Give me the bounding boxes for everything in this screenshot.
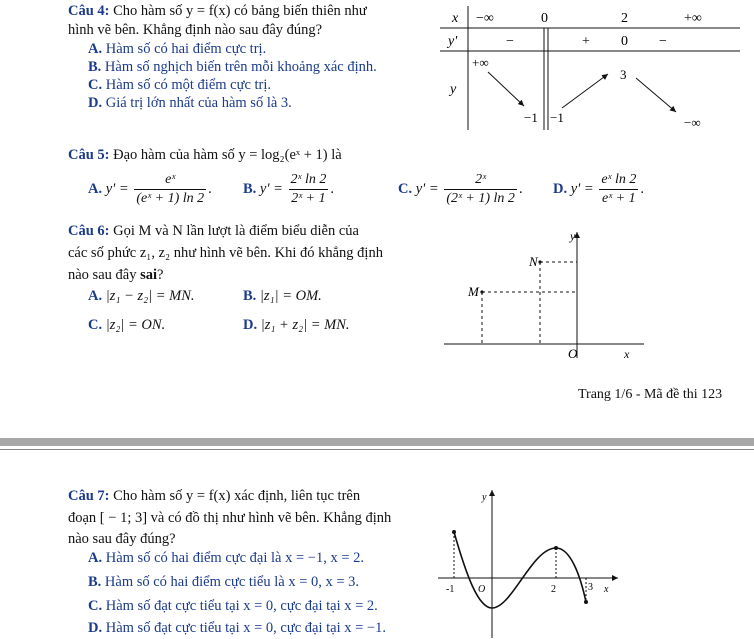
- q6-c-text: |z₂| = ON.: [105, 317, 166, 333]
- q5-c-letter: C.: [398, 180, 413, 197]
- q7-function-graph: [436, 484, 622, 638]
- q6-stem3-pre: nào sau đây: [68, 267, 141, 283]
- q4-variation-table: [440, 0, 754, 132]
- q4-option-c[interactable]: [88, 76, 271, 94]
- q4-line1: [68, 2, 367, 20]
- q5-d-lhs: y' =: [570, 180, 594, 197]
- q5-b-end: .: [330, 180, 334, 197]
- q5-b-lhs: y' =: [259, 180, 283, 197]
- page-separator: [0, 438, 754, 446]
- q7-origin-label: O: [478, 584, 486, 595]
- table-x-2: 2: [621, 11, 628, 26]
- q5-c-lhs: y' =: [415, 180, 439, 197]
- table-y-label: y: [450, 82, 457, 97]
- q5-d-den: eˣ + 1: [602, 191, 636, 206]
- q6-a-text: |z₁ − z₂| = MN.: [105, 288, 195, 304]
- q7-c-text: Hàm số đạt cực tiểu tại x = 0, cực đại tại x = 2.: [105, 598, 378, 614]
- table-x-label: x: [452, 11, 459, 26]
- q7-endpoint-left: [452, 530, 456, 534]
- q6-d-letter: D.: [243, 317, 258, 333]
- q5-option-a[interactable]: [88, 172, 212, 207]
- q4-a-text: Hàm số có hai điểm cực trị.: [105, 41, 267, 57]
- q4-d-letter: D.: [88, 95, 103, 111]
- q4-b-letter: B.: [88, 59, 102, 75]
- q6-complex-plane: [440, 226, 652, 366]
- q6-b-text: |z₁| = OM.: [259, 288, 322, 304]
- table-y-m1-right: −1: [550, 110, 564, 125]
- q7-d-text: Hàm số đạt cực tiểu tại x = 0, cực đại tại x = −1.: [105, 620, 386, 636]
- q5-d-frac: [599, 172, 638, 207]
- q4-option-d[interactable]: [88, 94, 292, 112]
- q6-n-label: N: [529, 254, 538, 269]
- q6-d-text: |z₁ + z₂| = MN.: [260, 317, 350, 333]
- q5-a-letter: A.: [88, 180, 103, 197]
- q5-stem: Đạo hàm của hàm số y = log₂(eˣ + 1) là: [113, 147, 342, 163]
- q4-stem1: Cho hàm số y = f(x) có bảng biến thiên như: [113, 3, 367, 19]
- q6-origin-label: O: [568, 346, 578, 361]
- q6-a-letter: A.: [88, 288, 103, 304]
- table-x-0: 0: [541, 11, 548, 26]
- q5-b-frac: [289, 172, 329, 207]
- q4-a-letter: A.: [88, 41, 103, 57]
- q7-endpoint-right: [584, 600, 588, 604]
- q7-a-letter: A.: [88, 550, 103, 566]
- q4-b-text: Hàm số nghịch biến trên mỗi khoảng xác định.: [104, 59, 377, 75]
- q6-b-letter: B.: [243, 288, 257, 304]
- q7-a-text: Hàm số có hai điểm cực đại là x = −1, x = 2.: [105, 550, 365, 566]
- q4-option-b[interactable]: [88, 58, 377, 76]
- q5-c-num: 2ˣ: [444, 172, 517, 190]
- q7-d-letter: D.: [88, 620, 103, 636]
- q5-b-num: 2ˣ ln 2: [289, 172, 329, 190]
- q5-b-letter: B.: [243, 180, 257, 197]
- q5-a-end: .: [208, 180, 212, 197]
- q5-a-den: (eˣ + 1) ln 2: [136, 191, 205, 206]
- q6-m-label: M: [468, 284, 479, 299]
- q7-stem3: nào sau đây đúng?: [68, 531, 176, 547]
- q7-b-text: Hàm số có hai điểm cực tiểu là x = 0, x = 3.: [104, 574, 360, 590]
- q7-stem2: đoạn [ − 1; 3] và có đồ thị như hình vẽ bên. Khẳng định: [68, 510, 392, 526]
- q5-option-d[interactable]: [553, 172, 644, 207]
- q7-x-label: x: [604, 584, 609, 595]
- q6-stem3-post: ?: [157, 267, 164, 283]
- q6-point-n: [538, 260, 541, 263]
- q7-tick-2: 2: [551, 584, 556, 595]
- q7-tick-3: 3: [588, 582, 593, 593]
- q7-head: Câu 7:: [68, 488, 110, 504]
- table-x-pos-inf: +∞: [684, 11, 702, 26]
- q7-option-a[interactable]: [88, 549, 364, 567]
- q6-line1: [68, 222, 359, 240]
- q7-y-label: y: [482, 492, 487, 503]
- table-sign-1: −: [506, 34, 514, 49]
- q4-c-letter: C.: [88, 77, 103, 93]
- q7-option-c[interactable]: [88, 597, 378, 615]
- table-x-neg-inf: −∞: [476, 11, 494, 26]
- table-yp-label: y': [448, 34, 458, 49]
- q4-d-text: Giá trị lớn nhất của hàm số là 3.: [105, 95, 292, 111]
- q7-tick-m1: -1: [446, 584, 455, 595]
- q7-c-letter: C.: [88, 598, 103, 614]
- page-separator-line: [0, 449, 754, 450]
- q7-curve: [454, 532, 586, 608]
- q6-head: Câu 6:: [68, 223, 110, 239]
- q7-option-b[interactable]: [88, 573, 359, 591]
- q5-d-end: .: [640, 180, 644, 197]
- table-sign-3: −: [659, 34, 667, 49]
- q6-option-d[interactable]: [243, 316, 350, 334]
- q5-d-num: eˣ ln 2: [599, 172, 638, 190]
- q6-option-b[interactable]: [243, 287, 322, 305]
- q4-option-a[interactable]: [88, 40, 266, 58]
- q4-head: Câu 4:: [68, 3, 110, 19]
- q5-line: [68, 146, 342, 164]
- q5-a-lhs: y' =: [105, 180, 129, 197]
- table-y-neg-inf: −∞: [684, 115, 701, 130]
- q5-a-frac: [134, 172, 206, 207]
- q5-d-letter: D.: [553, 180, 568, 197]
- table-sign-zero: 0: [621, 34, 628, 49]
- q7-option-d[interactable]: [88, 619, 386, 637]
- q6-y-label: y: [570, 229, 576, 243]
- q7-b-letter: B.: [88, 574, 102, 590]
- q4-c-text: Hàm số có một điểm cực trị.: [105, 77, 272, 93]
- table-y-pos-inf: +∞: [472, 55, 489, 70]
- table-sign-2: +: [582, 34, 590, 49]
- q5-c-end: .: [518, 180, 523, 197]
- q5-a-num: eˣ: [134, 172, 206, 190]
- q6-option-a[interactable]: [88, 287, 195, 305]
- q5-option-b[interactable]: [243, 172, 334, 207]
- q4-stem2: hình vẽ bên. Khẳng định nào sau đây đúng?: [68, 22, 323, 38]
- q7-line1: [68, 487, 360, 505]
- q6-stem3: [68, 266, 163, 284]
- q6-x-label: x: [624, 347, 630, 361]
- q5-c-den: (2ˣ + 1) ln 2: [446, 191, 515, 206]
- q6-point-m: [480, 290, 483, 293]
- q5-c-frac: [444, 172, 517, 207]
- q5-head: Câu 5:: [68, 147, 110, 163]
- table-y-m1-left: −1: [524, 110, 538, 125]
- q6-option-c[interactable]: [88, 316, 165, 334]
- q7-point-max: [554, 546, 558, 550]
- q5-option-c[interactable]: [398, 172, 523, 207]
- q5-b-den: 2ˣ + 1: [291, 191, 326, 206]
- page-footer: Trang 1/6 - Mã đề thi 123: [578, 387, 723, 402]
- table-y-3: 3: [620, 67, 627, 82]
- q7-stem1: Cho hàm số y = f(x) xác định, liên tục trên: [113, 488, 361, 504]
- q6-stem2: các số phức z₁, z₂ như hình vẽ bên. Khi đó khẳng định: [68, 245, 383, 261]
- q6-stem1: Gọi M và N lần lượt là điểm biểu diễn của: [113, 223, 359, 239]
- q6-stem3-bold: sai: [140, 267, 157, 283]
- q6-c-letter: C.: [88, 317, 103, 333]
